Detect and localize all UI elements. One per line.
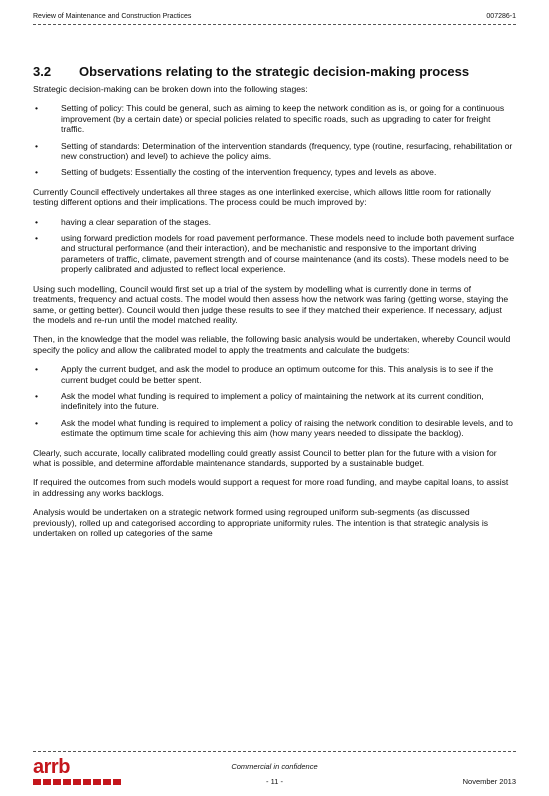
bullet-icon: • [35,390,39,401]
section-title: Observations relating to the strategic decision-making process [79,64,470,79]
bullet-icon: • [35,417,39,428]
bullet-icon: • [35,140,39,151]
logo-wordmark: arrb [33,756,70,778]
list-item-text: having a clear separation of the stages. [61,216,212,227]
bullet-icon: • [35,103,39,114]
list-item [33,233,515,275]
paragraph-modelling: Using such modelling, Council would first set up a trial of the system by modelling what is currently done in terms of treatments, frequency and actual costs. The model would then assess how the network was faring (getting worse, staying the same, or getting better). Council would then judge these results to see if they matched their experience. If necessary, adjust the models and re-run until the model matched reality. [33,283,509,325]
section-heading [33,64,515,80]
paragraph-intro: Strategic decision-making can be broken down into the following stages: [33,84,308,94]
list-item [33,364,515,385]
list-item-text: using forward prediction models for road pavement performance. These models need to include both pavement surface and structural performance (and their interaction), and be mechanistic and responsive to the important driving parameters of traffic, climate, pavement strength and of course maintenance (and its costs). These models need to be properly calibrated and adjusted to reflect local experience. [61,233,515,275]
improvements-list [33,217,515,275]
bullet-icon: • [35,233,39,244]
list-item-text: Ask the model what funding is required to implement a policy of raising the network condition to desirable levels, and to estimate the optimum time scale for achieving this aim (how many years needed to dissipate the backlog). [61,417,513,439]
page-content [33,64,515,547]
header-title: Review of Maintenance and Construction Practices [33,13,192,20]
list-item [33,217,515,227]
section-number: 3.2 [33,64,52,79]
list-item [33,418,515,439]
footer-divider [33,751,516,752]
list-item-text: Setting of policy: This could be general, such as aiming to keep the network condition as is, or going for a continuous improvement (by a certain date) or special policies related to specific roads, such as upgrading to cater for freight traffic. [61,103,505,135]
header-report-number: 007286-1 [486,13,516,20]
footer-date: November 2013 [462,777,516,786]
footer-confidential: Commercial in confidence [231,762,318,771]
list-item [33,167,515,177]
list-item-text: Ask the model what funding is required to implement a policy of maintaining the network at its current condition, indefinitely into the future. [61,390,484,412]
list-item [33,103,515,134]
list-item-text: Setting of standards: Determination of the intervention standards (frequency, type (routine, resurfacing, rehabilitation or new construction) and level) to achieve the policy aims. [61,140,513,162]
footer-page-number: - 11 - [266,777,283,786]
list-item-text: Setting of budgets: Essentially the costing of the intervention frequency, types and levels as above. [61,167,437,178]
list-item [33,391,515,412]
paragraph-clearly: Clearly, such accurate, locally calibrated modelling could greatly assist Council to better plan for the future with a vision for what is possible, and determine affordable maintenance standards, supported by a sustainable budget. [33,447,497,468]
paragraph-strategic-network: Analysis would be undertaken on a strategic network formed using regrouped uniform sub-segments (as discussed previously), rolled up and categorised according to appropriate uniformity rules. The intention is that strategic analysis is undertaken on rolled up categories of the same [33,507,489,538]
paragraph-analysis: Then, in the knowledge that the model was reliable, the following basic analysis would be undertaken, whereby Council would specify the policy and allow the calibrated model to apply the treatments and calculate the budgets: [33,334,511,355]
analysis-list [33,364,515,438]
paragraph-current-council: Currently Council effectively undertakes all three stages as one interlinked exercise, which allows little room for rationally testing different options and their implications. The process could be much improved by: [33,186,491,208]
bullet-icon: • [35,167,39,178]
list-item-text: Apply the current budget, and ask the model to produce an optimum outcome for this. This analysis is to see if the current budget could be better spent. [61,364,494,385]
bullet-icon: • [35,364,39,375]
stages-list [33,103,515,177]
page-header [33,10,516,25]
bullet-icon: • [35,216,39,227]
list-item [33,141,515,162]
paragraph-funding: If required the outcomes from such models would support a request for more road funding, and maybe capital loans, to assist in addressing any works backlogs. [33,477,509,498]
